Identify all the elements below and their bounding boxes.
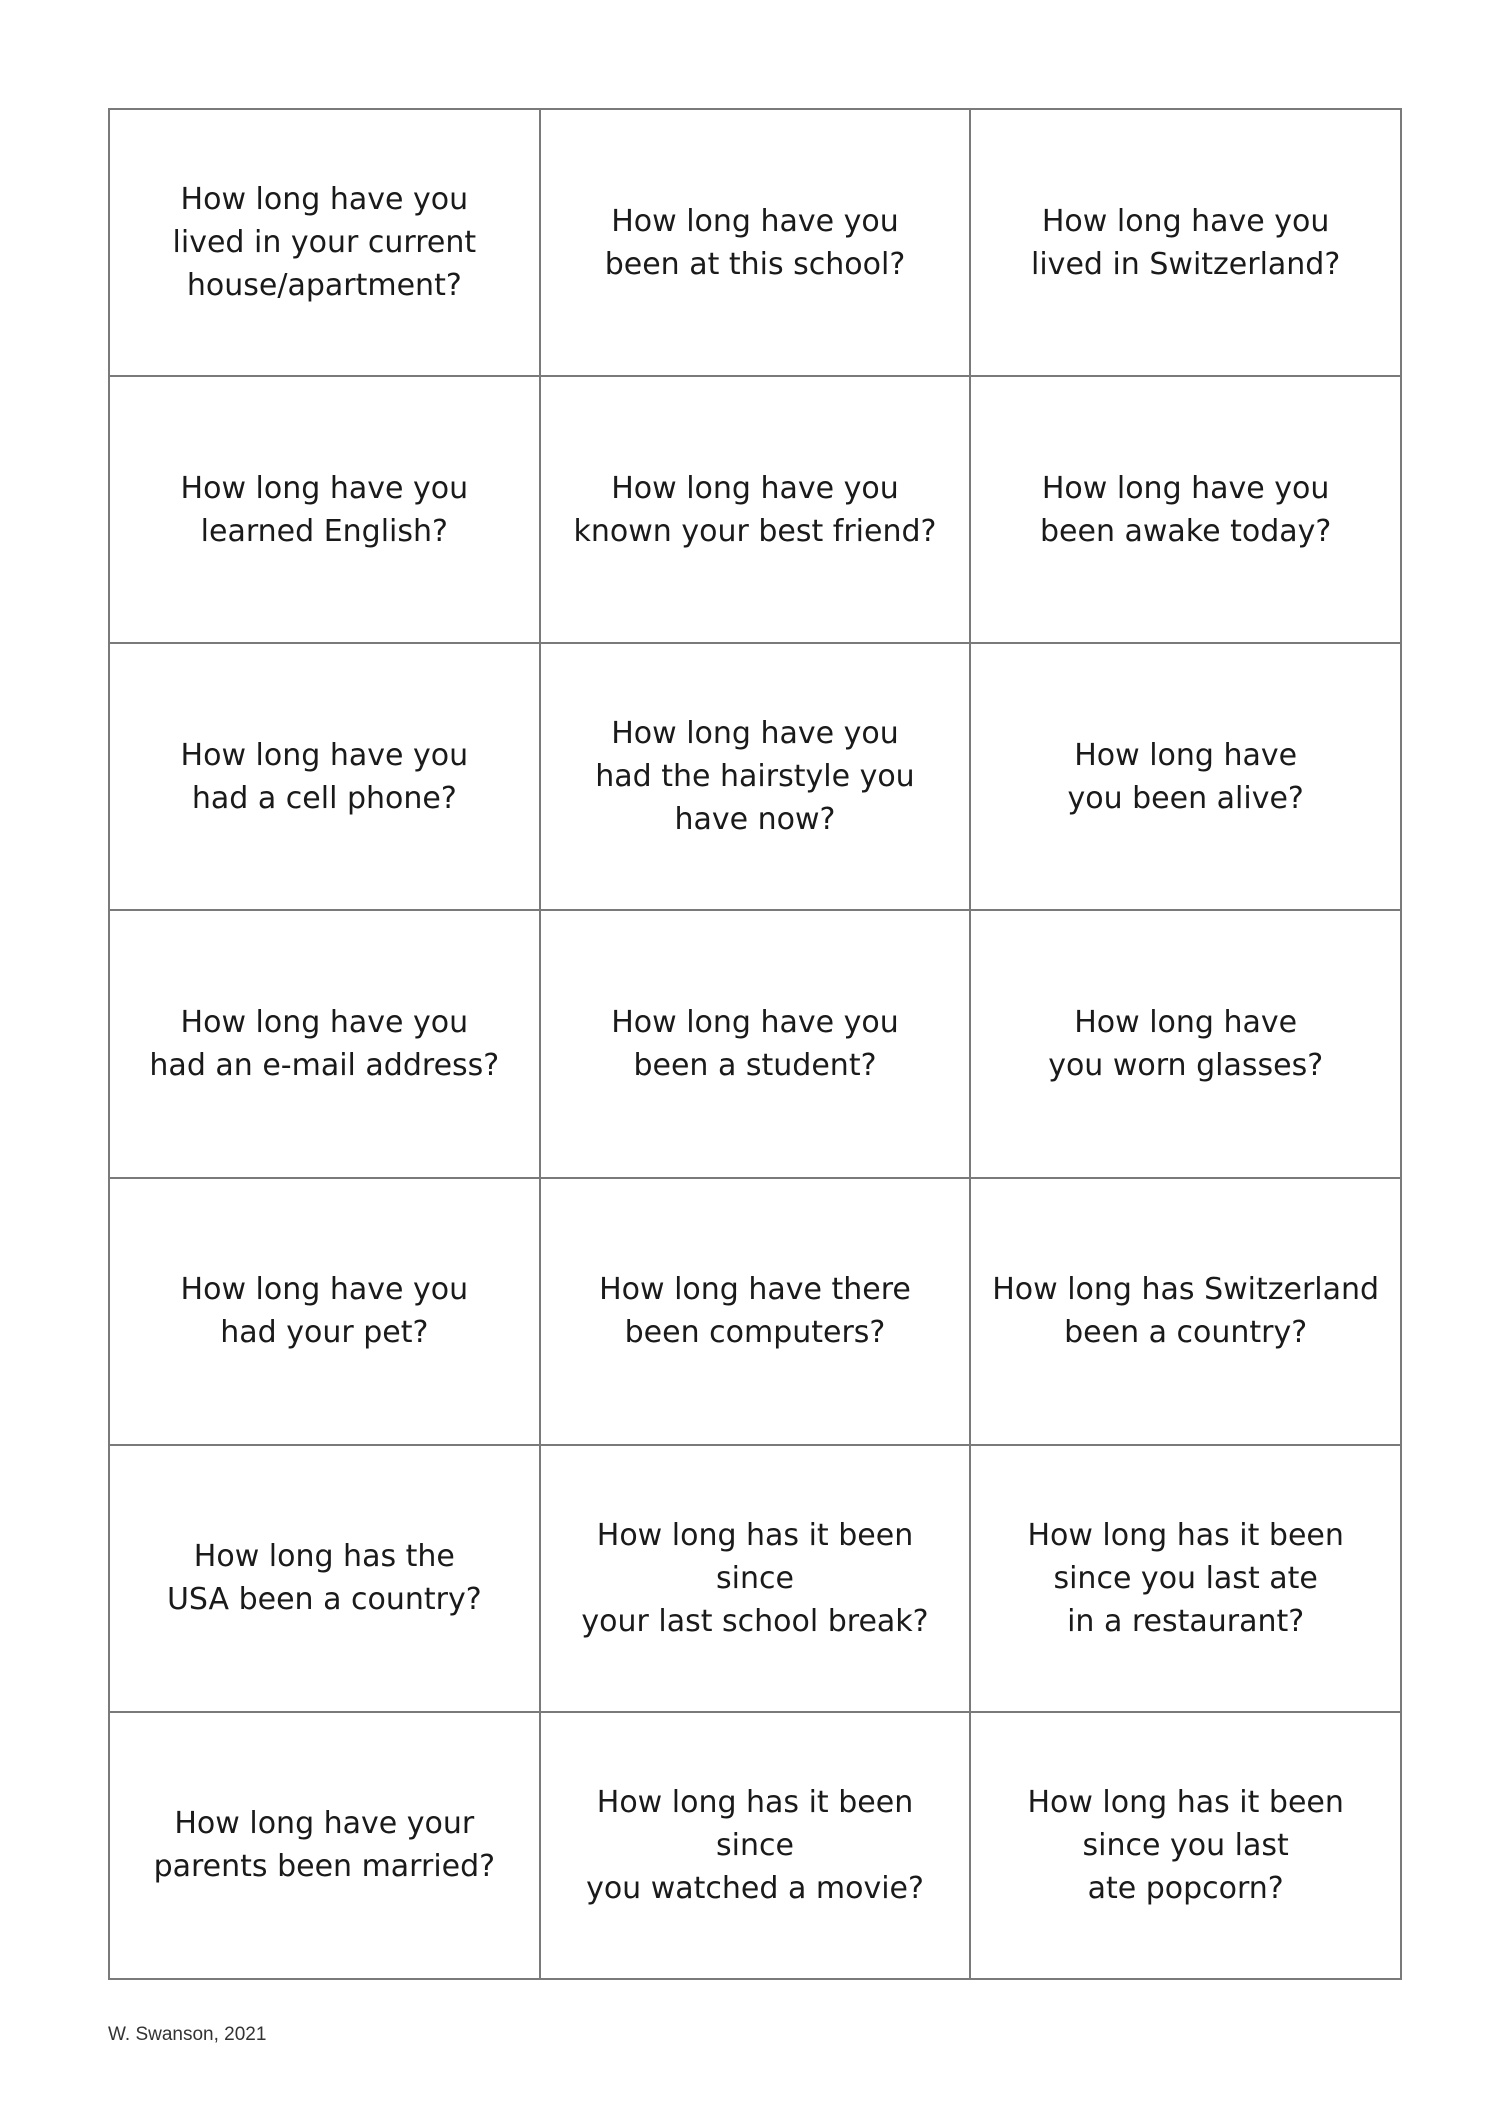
question-text: How long has it been since your last school break? xyxy=(581,1517,929,1639)
question-text: How long have you had a cell phone? xyxy=(180,737,469,816)
question-text: How long have you lived in your current house/apartment? xyxy=(172,182,477,304)
question-text: How long has it been since you last ate in a restaurant? xyxy=(1027,1517,1344,1639)
question-card xyxy=(971,644,1402,911)
question-card xyxy=(541,911,972,1178)
question-card xyxy=(110,110,541,377)
question-text: How long have you had the hairstyle you have now? xyxy=(595,716,915,838)
question-text: How long have you been alive? xyxy=(1067,737,1304,816)
question-card xyxy=(971,110,1402,377)
question-card xyxy=(110,911,541,1178)
question-card-grid xyxy=(108,108,1402,1980)
question-card xyxy=(971,1179,1402,1446)
question-card xyxy=(971,911,1402,1178)
question-text: How long have there been computers? xyxy=(599,1272,911,1351)
question-card xyxy=(110,1446,541,1713)
question-card xyxy=(541,644,972,911)
question-card xyxy=(971,1446,1402,1713)
question-text: How long have you lived in Switzerland? xyxy=(1031,203,1341,282)
question-text: How long have you worn glasses? xyxy=(1048,1004,1324,1083)
question-card xyxy=(541,377,972,644)
question-card xyxy=(110,1179,541,1446)
footer-credit: W. Swanson, 2021 xyxy=(108,2024,267,2045)
question-card xyxy=(541,1179,972,1446)
question-text: How long has the USA been a country? xyxy=(166,1539,482,1618)
question-text: How long have your parents been married? xyxy=(153,1806,496,1885)
question-text: How long have you been a student? xyxy=(611,1004,899,1083)
question-card xyxy=(110,1713,541,1980)
question-text: How long have you been awake today? xyxy=(1039,470,1332,549)
question-text: How long have you had an e-mail address? xyxy=(149,1004,500,1083)
question-text: How long has Switzerland been a country? xyxy=(992,1272,1380,1351)
question-card xyxy=(971,377,1402,644)
question-card xyxy=(541,1713,972,1980)
question-text: How long has it been since you last ate popcorn? xyxy=(1027,1784,1344,1906)
question-text: How long have you had your pet? xyxy=(180,1272,469,1351)
question-card xyxy=(971,1713,1402,1980)
question-card xyxy=(541,1446,972,1713)
question-text: How long have you learned English? xyxy=(180,470,469,549)
question-text: How long have you been at this school? xyxy=(604,203,906,282)
question-card xyxy=(541,110,972,377)
question-card xyxy=(110,377,541,644)
question-text: How long has it been since you watched a movie? xyxy=(586,1784,924,1906)
question-text: How long have you known your best friend? xyxy=(573,470,937,549)
question-card xyxy=(110,644,541,911)
